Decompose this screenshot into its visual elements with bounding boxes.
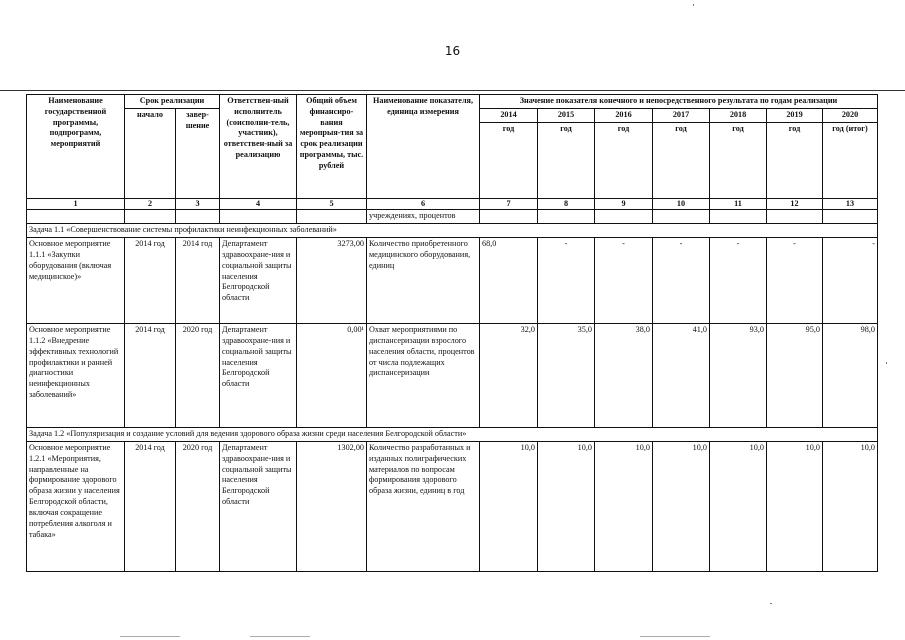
table-row [27, 238, 878, 324]
activity-name: Основное мероприятие 1.2.1 «Мероприятия, направленные на формирование здорового образа жизни у населения Белгородской области, включая сокращение потребления алкоголя и табака» [27, 441, 125, 571]
value-2014: 32,0 [480, 324, 538, 428]
results-table [26, 94, 878, 572]
scan-speck [886, 362, 887, 364]
hdr-year-sub: год [767, 122, 823, 198]
hdr-year-sub: год [710, 122, 767, 198]
scan-speck [120, 636, 180, 637]
hdr-year: 2014 [480, 108, 538, 122]
activity-name: Основное мероприятие 1.1.1 «Закупки оборудования (включая медицинское)» [27, 238, 125, 324]
start-year: 2014 год [125, 238, 176, 324]
hdr-values-title: Значение показателя конечного и непосредственного результата по годам реализации [480, 95, 878, 109]
indicator: Охват мероприятиями по диспансеризации взрослого населения области, процентов от числа подлежащих диспансеризации [367, 324, 480, 428]
hdr-name: Наименование государственной программы, подпрограмм, мероприятий [27, 95, 125, 199]
hdr-indicator: Наименование показателя, единица измерения [367, 95, 480, 199]
col-number: 1 [27, 198, 125, 210]
col-number: 11 [710, 198, 767, 210]
hdr-year-sub: год [595, 122, 653, 198]
carry-over-text: учреждениях, процентов [367, 210, 480, 224]
col-number: 5 [297, 198, 367, 210]
value-2019: - [767, 238, 823, 324]
indicator: Количество приобретенного медицинского оборудования, единиц [367, 238, 480, 324]
value-2015: 35,0 [538, 324, 595, 428]
value-2014: 68,0 [480, 238, 538, 324]
indicator: Количество разработанных и изданных полиграфических материалов по вопросам формирования здорового образа жизни, единиц в год [367, 441, 480, 571]
col-number: 3 [176, 198, 220, 210]
hdr-start: начало [125, 108, 176, 198]
start-year: 2014 год [125, 441, 176, 571]
hdr-year-sub: год (итог) [823, 122, 878, 198]
end-year: 2020 год [176, 324, 220, 428]
value-2019: 95,0 [767, 324, 823, 428]
col-number: 8 [538, 198, 595, 210]
responsible: Департамент здравоохране-ния и социальной защиты населения Белгородской области [220, 238, 297, 324]
col-number: 13 [823, 198, 878, 210]
task-row [27, 428, 878, 442]
volume: 3273,00 [297, 238, 367, 324]
table-row [27, 324, 878, 428]
value-2018: 93,0 [710, 324, 767, 428]
end-year: 2014 год [176, 238, 220, 324]
value-2017: 41,0 [653, 324, 710, 428]
responsible: Департамент здравоохране-ния и социальной защиты населения Белгородской области [220, 441, 297, 571]
task-1-2-title: Задача 1.2 «Популяризация и создание условий для ведения здорового образа жизни среди населения Белгородской области» [27, 428, 878, 442]
scan-speck [693, 4, 694, 6]
hdr-year: 2015 [538, 108, 595, 122]
value-2017: - [653, 238, 710, 324]
value-2016: 38,0 [595, 324, 653, 428]
carry-over-row [27, 210, 878, 224]
value-2016: 10,0 [595, 441, 653, 571]
hdr-year-sub: год [538, 122, 595, 198]
hdr-end: завер-шение [176, 108, 220, 198]
responsible: Департамент здравоохране-ния и социальной защиты населения Белгородской области [220, 324, 297, 428]
volume: 0,00¹ [297, 324, 367, 428]
value-2015: - [538, 238, 595, 324]
value-2016: - [595, 238, 653, 324]
hdr-year-sub: год [480, 122, 538, 198]
hdr-year: 2020 [823, 108, 878, 122]
scan-speck [640, 636, 710, 637]
task-1-1-title: Задача 1.1 «Совершенствование системы профилактики неинфекционных заболеваний» [27, 224, 878, 238]
page-number: 16 [444, 44, 461, 58]
hdr-volume: Общий объем финансиро-вания меропрыя-тия за срок реализации программы, тыс. рублей [297, 95, 367, 199]
value-2019: 10,0 [767, 441, 823, 571]
col-number: 7 [480, 198, 538, 210]
top-rule [0, 90, 905, 91]
value-2020: 98,0 [823, 324, 878, 428]
scan-speck [250, 636, 310, 637]
value-2017: 10,0 [653, 441, 710, 571]
hdr-year: 2016 [595, 108, 653, 122]
hdr-year: 2018 [710, 108, 767, 122]
value-2020: - [823, 238, 878, 324]
end-year: 2020 год [176, 441, 220, 571]
hdr-year: 2019 [767, 108, 823, 122]
col-number: 2 [125, 198, 176, 210]
hdr-term: Срок реализации [125, 95, 220, 109]
value-2018: - [710, 238, 767, 324]
hdr-responsible: Ответствен-ный исполнитель (соисполни-тель, участник), ответствен-ный за реализацию [220, 95, 297, 199]
task-row [27, 224, 878, 238]
value-2015: 10,0 [538, 441, 595, 571]
column-number-row [27, 198, 878, 210]
col-number: 9 [595, 198, 653, 210]
col-number: 10 [653, 198, 710, 210]
activity-name: Основное мероприятие 1.1.2 «Внедрение эффективных технологий профилактики и ранней диагностики неинфекционных заболеваний» [27, 324, 125, 428]
col-number: 12 [767, 198, 823, 210]
table-row [27, 441, 878, 571]
value-2014: 10,0 [480, 441, 538, 571]
hdr-year-sub: год [653, 122, 710, 198]
value-2018: 10,0 [710, 441, 767, 571]
header-row-1 [27, 95, 878, 109]
volume: 1302,00 [297, 441, 367, 571]
col-number: 4 [220, 198, 297, 210]
hdr-year: 2017 [653, 108, 710, 122]
scan-speck [770, 603, 772, 604]
value-2020: 10,0 [823, 441, 878, 571]
start-year: 2014 год [125, 324, 176, 428]
col-number: 6 [367, 198, 480, 210]
